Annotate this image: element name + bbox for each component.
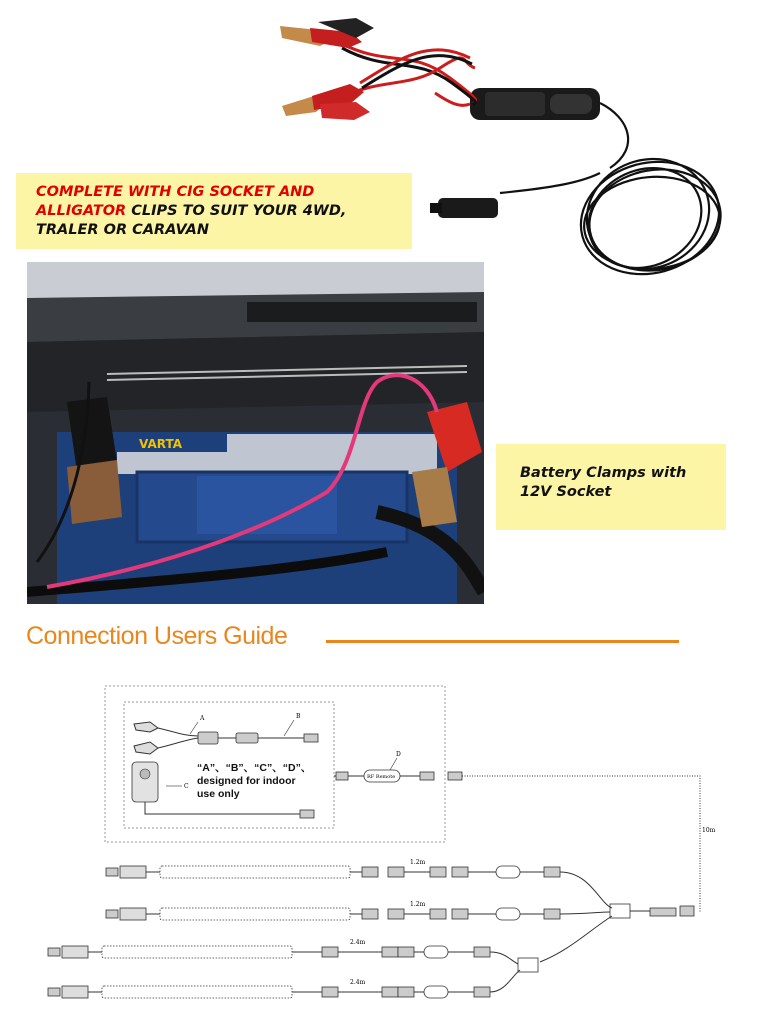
guide-title: Connection Users Guide xyxy=(26,622,288,650)
battery-callout-line1: Battery Clamps with xyxy=(520,465,687,481)
length-1-2m-row2: 1.2m xyxy=(410,901,426,908)
callout-line3: TRALER OR CARAVAN xyxy=(36,222,210,238)
label-a: A xyxy=(200,715,205,722)
light-bar-row-2 xyxy=(106,908,610,920)
light-bar-row-4 xyxy=(48,970,520,998)
guide-title-rule xyxy=(326,640,679,643)
battery-photo xyxy=(27,262,484,604)
indoor-note-line2: designed for indoor xyxy=(197,775,296,787)
light-bar-row-3 xyxy=(48,946,518,964)
indoor-note-line1: “A”、“B”、“C”、“D”、 xyxy=(197,762,312,774)
varta-label: VARTA xyxy=(139,437,183,451)
callout-line2: CLIPS TO SUIT YOUR 4WD, xyxy=(126,203,347,219)
battery-callout-line2: 12V Socket xyxy=(520,484,612,500)
connection-diagram xyxy=(0,680,760,1015)
callout-line1: COMPLETE WITH CIG SOCKET AND xyxy=(36,184,315,200)
indoor-note xyxy=(197,762,327,801)
callout-alligator: ALLIGATOR xyxy=(36,203,127,219)
rf-remote-label: RF Remote xyxy=(367,774,396,780)
label-d: D xyxy=(396,751,401,758)
label-c: C xyxy=(184,783,189,790)
battery-clamps-callout xyxy=(496,444,726,530)
length-2-4m-row4: 2.4m xyxy=(350,979,366,986)
power-adapter-icon xyxy=(132,762,158,802)
label-b: B xyxy=(296,713,301,720)
length-1-2m-row1: 1.2m xyxy=(410,859,426,866)
alligator-clips-icon xyxy=(134,722,198,754)
indoor-note-line3: use only xyxy=(197,788,240,800)
clips-callout xyxy=(16,173,412,249)
length-2-4m-row3: 2.4m xyxy=(350,939,366,946)
light-bar-row-1 xyxy=(106,866,612,908)
length-10m: 10m xyxy=(702,827,716,834)
